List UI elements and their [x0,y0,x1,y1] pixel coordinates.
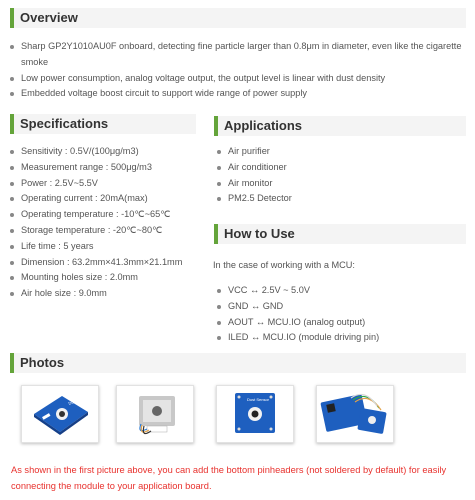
overview-list [10,39,466,102]
list-item: Sensitivity : 0.5V/(100μg/m3) [10,144,202,160]
list-item: VCC ↔ 2.5V ~ 5.0V [217,283,467,299]
photos-heading [10,353,466,373]
list-item: Air purifier [217,144,467,160]
list-item: Air monitor [217,176,467,192]
photos-title: Photos [20,355,65,370]
list-item: PM2.5 Detector [217,191,467,207]
list-item: Air conditioner [217,160,467,176]
how-to-use-intro: In the case of working with a MCU: [213,260,355,270]
specifications-title: Specifications [20,116,109,131]
list-item: Sharp GP2Y1010AU0F onboard, detecting fine particle larger than 0.8μm in diameter, even like the cigarette smoke [10,39,466,71]
overview-title: Overview [20,10,78,25]
list-item: Power : 2.5V~5.5V [10,176,202,192]
list-item: ILED ↔ MCU.IO (module driving pin) [217,330,467,346]
list-item: Mounting holes size : 2.0mm [10,270,202,286]
list-item: Low power consumption, analog voltage output, the output level is linear with dust density [10,71,466,87]
list-item: Measurement range : 500μg/m3 [10,160,202,176]
list-item: Embedded voltage boost circuit to support wide range of power supply [10,86,466,102]
sensor-bottom-image [117,386,193,442]
list-item: Storage temperature : -20℃~80℃ [10,223,202,239]
list-item: Dimension : 63.2mm×41.3mm×21.1mm [10,255,202,271]
list-item: Operating current : 20mA(max) [10,191,202,207]
list-item: AOUT ↔ MCU.IO (analog output) [217,315,467,331]
photo-thumbnail-3[interactable] [216,385,294,443]
photo-thumbnail-1[interactable] [21,385,99,443]
how-to-use-heading [214,224,466,244]
svg-text:Dust Sensor: Dust Sensor [247,397,270,402]
overview-heading [10,8,466,28]
applications-heading [214,116,466,136]
list-item: Operating temperature : -10℃~65℃ [10,207,202,223]
pinheader-note: As shown in the first picture above, you can add the bottom pinheaders (not soldered by default) for easily connecting the module to your application board. [11,465,447,491]
specifications-list [10,144,202,302]
how-to-use-list [217,283,467,346]
photo-thumbnail-4[interactable] [316,385,394,443]
sensor-board-front-image [217,386,293,442]
sensor-with-mcu-image [317,386,393,442]
svg-text:Dust Sensor: Dust Sensor [67,393,91,406]
list-item: Life time : 5 years [10,239,202,255]
how-to-use-title: How to Use [224,226,295,241]
sensor-board-top-image [22,386,98,442]
list-item: Air hole size : 9.0mm [10,286,202,302]
applications-list [217,144,467,207]
photo-thumbnail-2[interactable] [116,385,194,443]
specifications-heading [10,114,196,134]
list-item: GND ↔ GND [217,299,467,315]
applications-title: Applications [224,118,303,133]
